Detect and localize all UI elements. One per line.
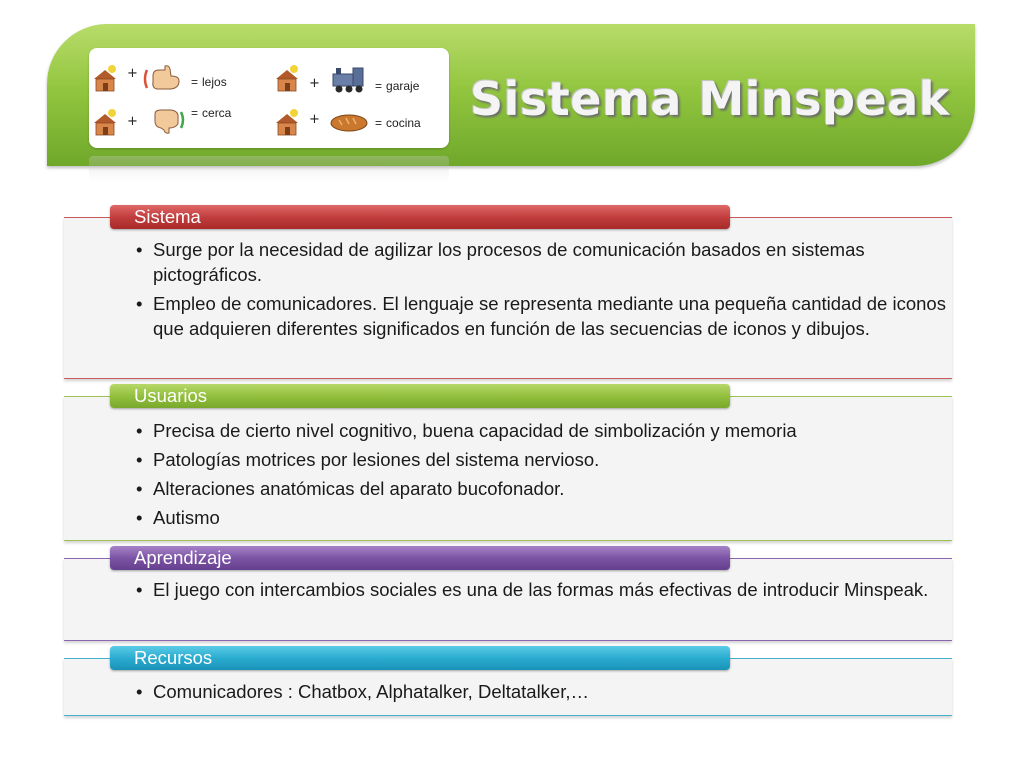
example-row [89, 102, 449, 142]
equals-meaning: = cocina [375, 116, 421, 130]
sun-house-icon [93, 108, 119, 136]
section-panel-sistema [64, 217, 952, 379]
section-header-aprendizaje: Aprendizaje [110, 546, 730, 570]
minspeak-example-card [89, 48, 449, 148]
plus-sign: + [127, 66, 138, 81]
example-row [89, 58, 449, 98]
section-panel-usuarios [64, 396, 952, 541]
list-item: • Precisa de cierto nivel cognitivo, buena capacidad de simbolización y memoria [153, 416, 952, 445]
list-item: • Surge por la necesidad de agilizar los procesos de comunicación basados en sistemas pictográficos. [153, 237, 952, 287]
bullet-list [64, 218, 952, 341]
list-item: • Comunicadores : Chatbox, Alphatalker, Deltatalker,… [153, 679, 952, 704]
equals-meaning: = garaje [375, 79, 420, 93]
list-item: • El juego con intercambios sociales es una de las formas más efectivas de introducir Minspeak. [153, 577, 952, 602]
slide-title: Sistema Minspeak [470, 72, 950, 126]
section-header-sistema: Sistema [110, 205, 730, 229]
equals-meaning: = cerca [191, 106, 232, 120]
train-icon [327, 64, 371, 94]
list-item: • Alteraciones anatómicas del aparato bucofonador. [153, 474, 952, 503]
plus-sign: + [309, 76, 320, 91]
section-header-usuarios: Usuarios [110, 384, 730, 408]
sun-house-icon [275, 64, 301, 92]
list-item: • Empleo de comunicadores. El lenguaje se representa mediante una pequeña cantidad de iconos que adquieren diferentes significados en función de las secuencias de iconos y dibujos. [153, 291, 952, 341]
hand-pointing-far-icon [143, 64, 187, 94]
plus-sign: + [309, 112, 320, 127]
card-reflection [89, 156, 449, 182]
hand-pointing-near-icon [145, 106, 189, 136]
list-item: • Patologías motrices por lesiones del sistema nervioso. [153, 445, 952, 474]
section-header-recursos: Recursos [110, 646, 730, 670]
sun-house-icon [275, 108, 301, 136]
bread-icon [329, 112, 369, 134]
plus-sign: + [127, 114, 138, 129]
section-panel-aprendizaje [64, 558, 952, 641]
sun-house-icon [93, 64, 119, 92]
bullet-list [64, 397, 952, 532]
equals-meaning: = lejos [191, 75, 227, 89]
list-item: • Autismo [153, 503, 952, 532]
